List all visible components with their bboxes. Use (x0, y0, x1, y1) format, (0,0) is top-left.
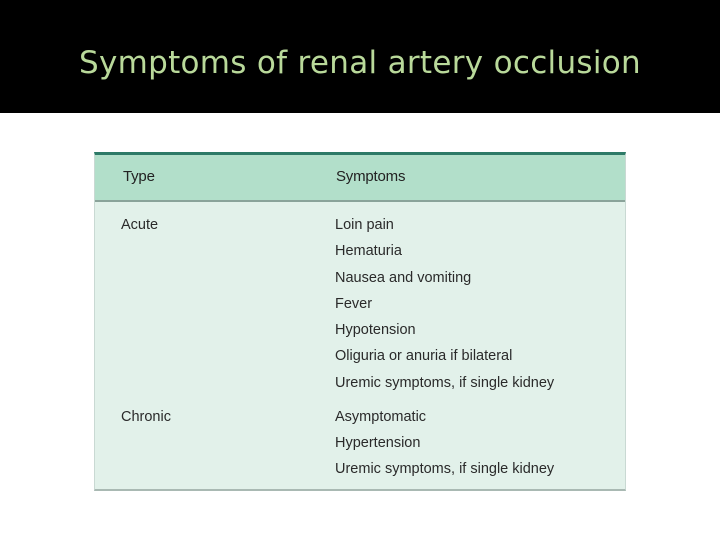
table-header (95, 155, 625, 202)
symptoms-table (94, 152, 626, 491)
symptom-item: Asymptomatic (335, 409, 427, 425)
symptom-item: Oliguria or anuria if bilateral (335, 348, 513, 364)
symptom-item: Uremic symptoms, if single kidney (335, 461, 555, 477)
symptom-item: Hypotension (335, 322, 416, 338)
type-acute: Acute (121, 217, 159, 233)
header-type: Type (123, 168, 155, 185)
symptom-item: Hematuria (335, 243, 402, 259)
header-symptoms: Symptoms (336, 168, 406, 185)
symptom-item: Uremic symptoms, if single kidney (335, 375, 555, 391)
symptom-item: Loin pain (335, 217, 394, 233)
type-chronic: Chronic (121, 409, 171, 425)
slide-title: Symptoms of renal artery occlusion (78, 45, 641, 81)
symptom-item: Hypertension (335, 435, 421, 451)
symptom-item: Fever (335, 296, 373, 312)
symptom-item: Nausea and vomiting (335, 270, 472, 286)
